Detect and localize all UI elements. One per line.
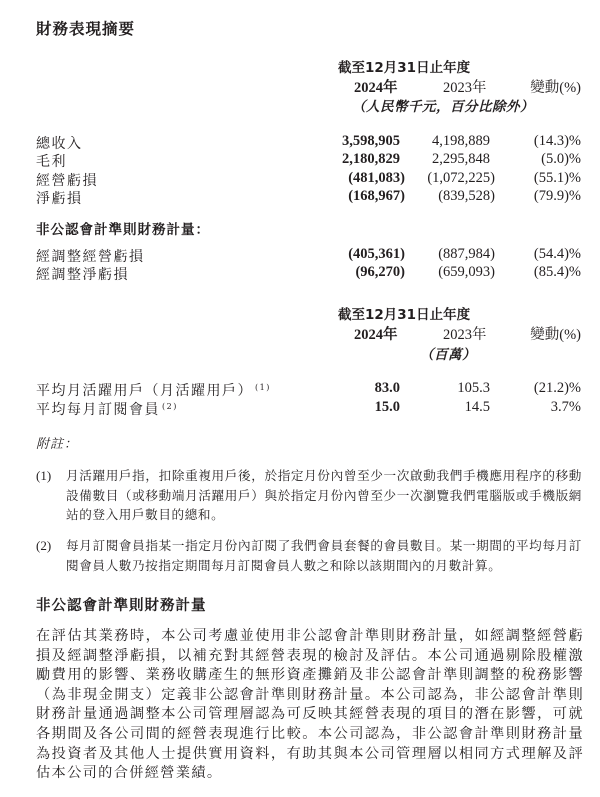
cell-2024: (96,270) bbox=[355, 264, 405, 280]
page-title: 財務表現摘要 bbox=[36, 20, 136, 38]
column-header-change: 變動(%) bbox=[530, 327, 581, 343]
column-header-2024: 2024年 bbox=[354, 80, 398, 96]
row-label-gross-profit: 毛利 bbox=[36, 154, 67, 170]
row-label-text: 平均每月訂閱會員 bbox=[36, 402, 160, 418]
cell-change: (21.2)% bbox=[533, 380, 581, 396]
unit-note: （百萬） bbox=[420, 347, 476, 363]
cell-2024: (168,967) bbox=[348, 188, 405, 204]
row-label-adjusted-operating-loss: 經調整經營虧損 bbox=[36, 249, 145, 265]
unit-note: （人民幣千元，百分比除外） bbox=[352, 99, 534, 115]
cell-2023: (887,984) bbox=[438, 246, 495, 262]
cell-change: (85.4)% bbox=[533, 264, 581, 280]
row-label-subscribers bbox=[36, 399, 178, 419]
cell-change: 3.7% bbox=[550, 399, 581, 415]
note-text: 每月訂閱會員指某一指定月份內訂閱了我們會員套餐的會員數目。某一期間的平均每月訂閱會員人數乃按指定期間每月訂閱會員人數之和除以該期間內的月數計算。 bbox=[66, 538, 582, 573]
cell-change: (79.9)% bbox=[533, 188, 581, 204]
column-header-2023: 2023年 bbox=[443, 80, 487, 96]
cell-2023: 105.3 bbox=[457, 380, 490, 396]
cell-2023: 14.5 bbox=[464, 399, 490, 415]
column-header-2023: 2023年 bbox=[443, 327, 487, 343]
cell-2023: (839,528) bbox=[438, 188, 495, 204]
cell-2024: 3,598,905 bbox=[342, 133, 400, 149]
cell-change: (5.0)% bbox=[541, 151, 581, 167]
cell-2024: 15.0 bbox=[374, 399, 400, 415]
row-label-operating-loss: 經營虧損 bbox=[36, 173, 98, 189]
cell-2024: 83.0 bbox=[374, 380, 400, 396]
row-label-adjusted-net-loss: 經調整淨虧損 bbox=[36, 267, 129, 283]
cell-2024: (481,083) bbox=[348, 170, 405, 186]
cell-2023: 4,198,889 bbox=[432, 133, 490, 149]
cell-2023: 2,295,848 bbox=[432, 151, 490, 167]
column-header-change: 變動(%) bbox=[530, 80, 581, 96]
section-paragraph: 在評估其業務時，本公司考慮並使用非公認會計準則財務計量，如經調整經營虧損及經調整淨虧損，以補充對其經營表現的檢討及評估。本公司通過剔除股權激勵費用的影響、業務收購產生的無形資產攤銷及非公認會計準則調整的稅務影響（為非現金開支）定義非公認會計準則財務計量。本公司認為，非公認會計準則財務計量通過調整本公司管理層認為可反映其經營表現的項目的潛在影響，可就各期間及各公司間的經營表現進行比較。本公司認為，非公認會計準則財務計量為投資者及其他人士提供實用資料，有助其與本公司管理層以相同方式理解及評估本公司的合併經營業績。 bbox=[36, 628, 584, 782]
column-header-2024: 2024年 bbox=[354, 327, 398, 343]
cell-change: (14.3)% bbox=[533, 133, 581, 149]
non-gaap-subheader: 非公認會計準則財務計量： bbox=[36, 222, 210, 238]
footnote-marker: (2) bbox=[162, 402, 178, 411]
cell-change: (54.4)% bbox=[533, 246, 581, 262]
cell-2024: 2,180,829 bbox=[342, 151, 400, 167]
row-label-text: 平均月活躍用戶（月活躍用戶） bbox=[36, 383, 253, 399]
footnote-marker: (1) bbox=[255, 383, 271, 392]
cell-2023: (1,072,225) bbox=[427, 170, 495, 186]
row-label-total-revenue: 總收入 bbox=[36, 136, 83, 152]
period-header: 截至12月31日止年度 bbox=[338, 60, 471, 76]
cell-change: (55.1)% bbox=[533, 170, 581, 186]
notes-heading: 附註： bbox=[36, 437, 79, 452]
note-text: 月活躍用戶指，扣除重複用戶後，於指定月份內曾至少一次啟動我們手機應用程序的移動設備數目（或移動端月活躍用戶）與於指定月份內曾至少一次瀏覽我們電腦版或手機版網站的登入用戶數目的總和。 bbox=[66, 468, 582, 522]
section-heading: 非公認會計準則財務計量 bbox=[36, 598, 207, 614]
note-index: (2) bbox=[36, 538, 52, 553]
period-header: 截至12月31日止年度 bbox=[338, 307, 471, 323]
cell-2024: (405,361) bbox=[348, 246, 405, 262]
cell-2023: (659,093) bbox=[438, 264, 495, 280]
row-label-mau bbox=[36, 380, 271, 400]
row-label-net-loss: 淨虧損 bbox=[36, 191, 83, 207]
note-index: (1) bbox=[36, 468, 52, 483]
